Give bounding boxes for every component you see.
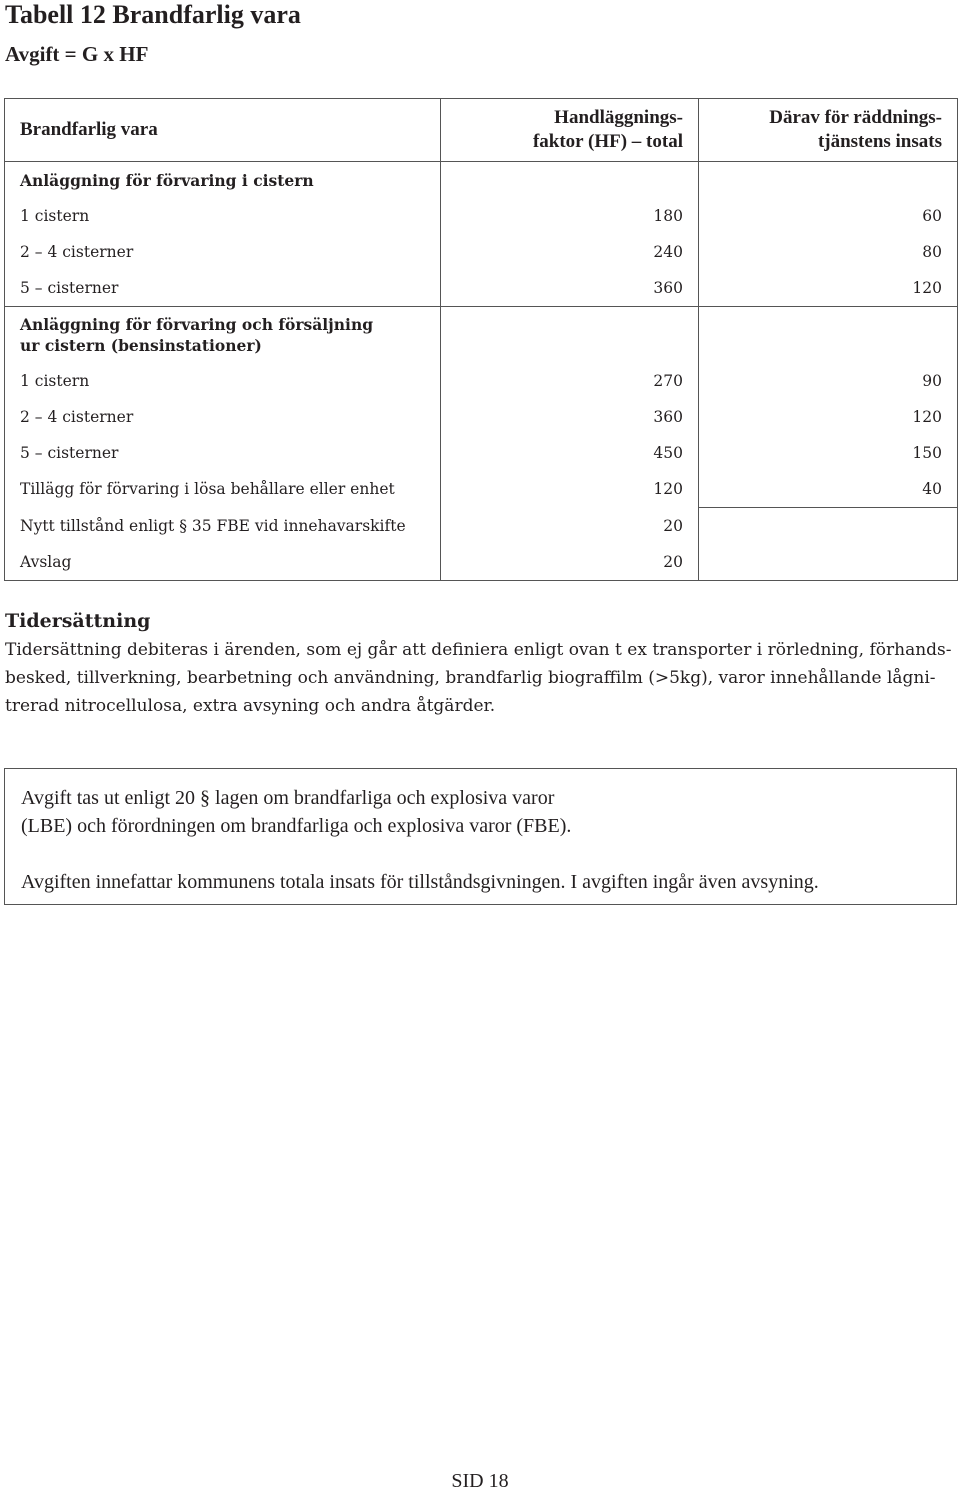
category-label — [5, 307, 441, 364]
tidersattning-line-3: trerad nitrocellulosa, extra avsyning och andra åtgärder. — [5, 696, 496, 716]
page-title: Tabell 12 Brandfarlig vara — [5, 0, 301, 29]
tidersattning-line-2: besked, tillverkning, bearbetning och användning, brandfarlig biograffilm (>5kg), varor innehållande lågni- — [5, 668, 936, 688]
header-hf-line-1: Handläggnings- — [554, 107, 683, 128]
table-row — [5, 234, 958, 270]
row-hf: 20 — [441, 544, 699, 581]
row-label: 1 cistern — [5, 198, 441, 234]
row-hf: 360 — [441, 399, 699, 435]
table-row — [5, 198, 958, 234]
table-header-row — [5, 99, 958, 162]
row-rs-empty — [699, 544, 958, 581]
row-label: Avslag — [5, 544, 441, 581]
row-hf: 120 — [441, 471, 699, 508]
row-label: Nytt tillstånd enligt § 35 FBE vid innehavarskifte — [5, 508, 441, 545]
row-label: 2 – 4 cisterner — [5, 234, 441, 270]
category-hf-empty — [441, 162, 699, 199]
row-rs: 120 — [699, 270, 958, 307]
table-row — [5, 363, 958, 399]
info-box — [4, 768, 957, 905]
row-hf: 240 — [441, 234, 699, 270]
header-brandfarlig-vara: Brandfarlig vara — [5, 99, 441, 162]
info-line-2: (LBE) och förordningen om brandfarliga och explosiva varor (FBE). — [21, 815, 572, 837]
category-hf-empty — [441, 307, 699, 364]
row-hf: 360 — [441, 270, 699, 307]
table-row — [5, 399, 958, 435]
row-rs-empty — [699, 508, 958, 545]
row-rs: 40 — [699, 471, 958, 508]
row-rs: 120 — [699, 399, 958, 435]
table-row — [5, 435, 958, 471]
page-number: SID 18 — [451, 1470, 509, 1492]
tidersattning-text — [5, 636, 953, 720]
tidersattning-line-1: Tidersättning debiteras i ärenden, som ej går att definiera enligt ovan t ex transporter i rörledning, förhands- — [5, 640, 952, 660]
table-row — [5, 270, 958, 307]
info-line-1: Avgift tas ut enligt 20 § lagen om brandfarliga och explosiva varor — [21, 787, 555, 809]
fee-table — [4, 98, 958, 581]
row-label: Tillägg för förvaring i lösa behållare eller enhet — [5, 471, 441, 508]
row-rs: 90 — [699, 363, 958, 399]
category-row — [5, 307, 958, 364]
category-line-1: Anläggning för förvaring och försäljning — [20, 315, 374, 334]
category-rs-empty — [699, 162, 958, 199]
row-hf: 450 — [441, 435, 699, 471]
table-row — [5, 471, 958, 508]
category-line-2: ur cistern (bensinstationer) — [20, 336, 262, 355]
info-paragraph-scope: Avgiften innefattar kommunens totala insats för tillståndsgivningen. I avgiften ingår även avsyning. — [21, 871, 819, 893]
fee-formula: Avgift = G x HF — [5, 42, 149, 66]
category-row — [5, 162, 958, 199]
header-raddningstjanst — [699, 99, 958, 162]
row-rs: 150 — [699, 435, 958, 471]
row-hf: 20 — [441, 508, 699, 545]
row-label: 1 cistern — [5, 363, 441, 399]
table-row — [5, 544, 958, 581]
header-rs-line-2: tjänstens insats — [817, 131, 942, 152]
header-handlaggningsfaktor — [441, 99, 699, 162]
row-rs: 80 — [699, 234, 958, 270]
info-paragraph-legal — [21, 784, 940, 840]
row-hf: 270 — [441, 363, 699, 399]
table-row — [5, 508, 958, 545]
row-rs: 60 — [699, 198, 958, 234]
header-rs-line-1: Därav för räddnings- — [769, 107, 942, 128]
category-label: Anläggning för förvaring i cistern — [5, 162, 441, 199]
header-hf-line-2: faktor (HF) – total — [532, 131, 683, 152]
row-label: 5 – cisterner — [5, 435, 441, 471]
row-label: 2 – 4 cisterner — [5, 399, 441, 435]
category-rs-empty — [699, 307, 958, 364]
row-label: 5 – cisterner — [5, 270, 441, 307]
tidersattning-heading: Tidersättning — [5, 610, 151, 632]
row-hf: 180 — [441, 198, 699, 234]
